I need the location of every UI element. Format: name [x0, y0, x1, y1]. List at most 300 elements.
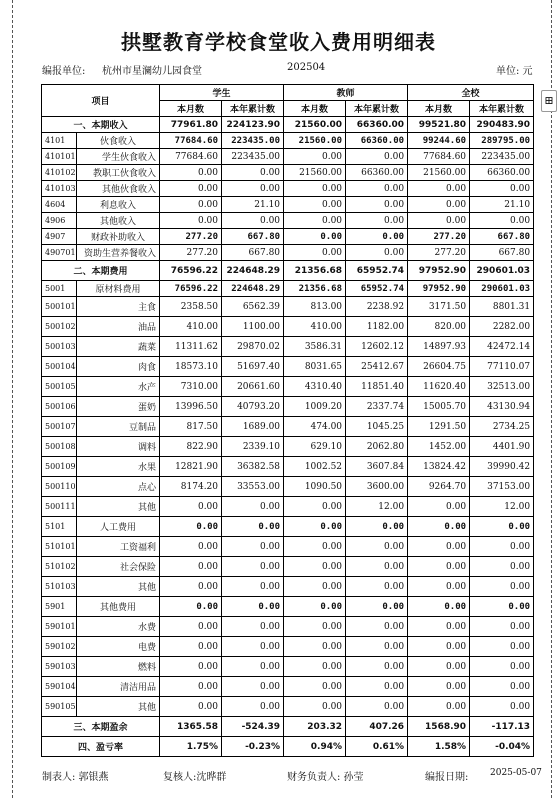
amount-cell: 1689.00 — [222, 417, 284, 437]
amount-cell: 0.00 — [160, 697, 222, 717]
amount-cell: 410.00 — [284, 317, 346, 337]
amount-cell: 0.00 — [160, 637, 222, 657]
account-code: 510101 — [42, 537, 77, 557]
amount-cell: 40793.20 — [222, 397, 284, 417]
amount-cell: 0.61% — [346, 737, 408, 757]
finance-lead: 财务负责人: 孙莹 — [287, 772, 364, 783]
account-name: 人工费用 — [77, 517, 160, 537]
amount-cell: 15005.70 — [408, 397, 470, 417]
amount-cell: 97952.90 — [408, 281, 470, 297]
amount-cell: 0.00 — [408, 597, 470, 617]
account-code: 500110 — [42, 477, 77, 497]
amount-cell: 0.00 — [222, 537, 284, 557]
amount-cell: 0.00 — [160, 181, 222, 197]
account-name: 蛋奶 — [77, 397, 160, 417]
table-row — [42, 737, 534, 757]
amount-cell: 0.00 — [346, 697, 408, 717]
amount-cell: 0.00 — [346, 577, 408, 597]
report-title: 拱墅教育学校食堂收入费用明细表 — [121, 30, 436, 54]
account-name: 蔬菜 — [77, 337, 160, 357]
group-header-students: 学生 — [160, 85, 284, 101]
account-code: 510103 — [42, 577, 77, 597]
amount-cell: 0.00 — [160, 617, 222, 637]
amount-cell: 224648.29 — [222, 261, 284, 281]
amount-cell: 3607.84 — [346, 457, 408, 477]
account-code: 410102 — [42, 165, 77, 181]
amount-cell: 0.00 — [284, 517, 346, 537]
amount-cell: 667.80 — [470, 245, 534, 261]
table-row — [42, 165, 534, 181]
table-row — [42, 517, 534, 537]
account-code: 410101 — [42, 149, 77, 165]
account-name: 其他收入 — [77, 213, 160, 229]
account-name: 电费 — [77, 637, 160, 657]
account-name: 其他 — [77, 577, 160, 597]
amount-cell: 0.00 — [284, 577, 346, 597]
table-row — [42, 261, 534, 281]
account-name: 点心 — [77, 477, 160, 497]
amount-cell: 0.00 — [160, 597, 222, 617]
amount-cell: 20661.60 — [222, 377, 284, 397]
amount-cell: 1291.50 — [408, 417, 470, 437]
group-header-school: 全校 — [408, 85, 534, 101]
amount-cell: 0.00 — [470, 557, 534, 577]
amount-cell: 277.20 — [160, 229, 222, 245]
amount-cell: 0.00 — [470, 697, 534, 717]
table-row — [42, 497, 534, 517]
side-panel-toggle-icon[interactable]: ⊞ — [541, 90, 557, 112]
amount-cell: 66360.00 — [346, 133, 408, 149]
table-row — [42, 717, 534, 737]
amount-cell: 0.00 — [408, 677, 470, 697]
amount-cell: 0.00 — [222, 637, 284, 657]
amount-cell: 0.00 — [284, 697, 346, 717]
amount-cell: 0.00 — [470, 657, 534, 677]
amount-cell: 76596.22 — [160, 281, 222, 297]
subheader-month: 本月数 — [160, 101, 222, 117]
account-code: 500104 — [42, 357, 77, 377]
amount-cell: 0.00 — [346, 517, 408, 537]
amount-cell: 0.00 — [222, 697, 284, 717]
row-label: 四、盈亏率 — [42, 737, 160, 757]
amount-cell: 817.50 — [160, 417, 222, 437]
account-code: 4604 — [42, 197, 77, 213]
amount-cell: 66360.00 — [470, 165, 534, 181]
amount-cell: 0.00 — [470, 181, 534, 197]
preparer: 制表人: 郭银燕 — [42, 772, 109, 783]
account-name: 学生伙食收入 — [77, 149, 160, 165]
amount-cell: 12.00 — [470, 497, 534, 517]
amount-cell: 7310.00 — [160, 377, 222, 397]
reporting-unit-label: 编报单位: — [42, 66, 86, 77]
amount-cell: 0.00 — [408, 197, 470, 213]
amount-cell: 0.00 — [408, 617, 470, 637]
reviewer: 复核人:沈晔群 — [163, 772, 227, 783]
amount-cell: 0.00 — [160, 677, 222, 697]
amount-cell: 1090.50 — [284, 477, 346, 497]
account-name: 豆制品 — [77, 417, 160, 437]
account-code: 5101 — [42, 517, 77, 537]
table-row — [42, 477, 534, 497]
amount-cell: 21.10 — [222, 197, 284, 213]
table-row — [42, 133, 534, 149]
amount-cell: 21356.68 — [284, 281, 346, 297]
account-name: 调料 — [77, 437, 160, 457]
amount-cell: 66360.00 — [346, 117, 408, 133]
amount-cell: 12.00 — [346, 497, 408, 517]
amount-cell: 0.00 — [346, 149, 408, 165]
amount-cell: 77684.60 — [160, 149, 222, 165]
amount-cell: 21356.68 — [284, 261, 346, 281]
amount-cell: 0.00 — [470, 213, 534, 229]
account-code: 590103 — [42, 657, 77, 677]
amount-cell: 0.00 — [222, 597, 284, 617]
amount-cell: 2282.00 — [470, 317, 534, 337]
account-code: 500102 — [42, 317, 77, 337]
subheader-month: 本月数 — [408, 101, 470, 117]
account-code: 500101 — [42, 297, 77, 317]
amount-cell: 0.00 — [408, 517, 470, 537]
report-date-label: 编报日期: — [425, 772, 469, 783]
amount-cell: 42472.14 — [470, 337, 534, 357]
amount-cell: 66360.00 — [346, 165, 408, 181]
account-code: 500111 — [42, 497, 77, 517]
table-row — [42, 537, 534, 557]
amount-cell: 0.00 — [346, 197, 408, 213]
amount-cell: 65952.74 — [346, 261, 408, 281]
amount-cell: 21.10 — [470, 197, 534, 213]
account-name: 水产 — [77, 377, 160, 397]
amount-cell: -524.39 — [222, 717, 284, 737]
amount-cell: 0.00 — [222, 657, 284, 677]
amount-cell: 290483.90 — [470, 117, 534, 133]
amount-cell: 0.00 — [284, 597, 346, 617]
account-name: 其他 — [77, 497, 160, 517]
amount-cell: 0.00 — [284, 149, 346, 165]
amount-cell: 11311.62 — [160, 337, 222, 357]
amount-cell: 0.00 — [408, 213, 470, 229]
account-name: 教职工伙食收入 — [77, 165, 160, 181]
subheader-ytd: 本年累计数 — [470, 101, 534, 117]
account-code: 4906 — [42, 213, 77, 229]
amount-cell: 1002.52 — [284, 457, 346, 477]
account-code: 510102 — [42, 557, 77, 577]
table-body — [42, 117, 534, 757]
amount-cell: 2734.25 — [470, 417, 534, 437]
amount-cell: 822.90 — [160, 437, 222, 457]
amount-cell: 97952.90 — [408, 261, 470, 281]
account-name: 原材料费用 — [77, 281, 160, 297]
amount-cell: 0.00 — [160, 537, 222, 557]
amount-cell: 2337.74 — [346, 397, 408, 417]
account-code: 500105 — [42, 377, 77, 397]
amount-cell: 12602.12 — [346, 337, 408, 357]
reporting-unit-name: 杭州市星澜幼儿园食堂 — [102, 66, 202, 77]
account-name: 水果 — [77, 457, 160, 477]
account-name: 肉食 — [77, 357, 160, 377]
account-name: 伙食收入 — [77, 133, 160, 149]
amount-cell: 4401.90 — [470, 437, 534, 457]
amount-cell: 1182.00 — [346, 317, 408, 337]
amount-cell: 51697.40 — [222, 357, 284, 377]
account-code: 5901 — [42, 597, 77, 617]
row-label: 三、本期盈余 — [42, 717, 160, 737]
amount-cell: 629.10 — [284, 437, 346, 457]
table-row — [42, 617, 534, 637]
amount-cell: 224123.90 — [222, 117, 284, 133]
amount-cell: 12821.90 — [160, 457, 222, 477]
amount-cell: 667.80 — [470, 229, 534, 245]
amount-cell: 0.00 — [284, 213, 346, 229]
amount-cell: 1100.00 — [222, 317, 284, 337]
amount-cell: 0.00 — [408, 697, 470, 717]
amount-cell: 29870.02 — [222, 337, 284, 357]
amount-cell: 11620.40 — [408, 377, 470, 397]
amount-cell: 43130.94 — [470, 397, 534, 417]
amount-cell: 667.80 — [222, 229, 284, 245]
amount-cell: 0.00 — [160, 213, 222, 229]
amount-cell: 0.00 — [160, 165, 222, 181]
amount-cell: 0.00 — [408, 657, 470, 677]
table-row — [42, 229, 534, 245]
amount-cell: 1.58% — [408, 737, 470, 757]
amount-cell: 0.00 — [346, 213, 408, 229]
account-code: 5001 — [42, 281, 77, 297]
amount-cell: 0.00 — [222, 677, 284, 697]
amount-cell: 36382.58 — [222, 457, 284, 477]
row-label: 一、本期收入 — [42, 117, 160, 133]
account-code: 590104 — [42, 677, 77, 697]
subheader-ytd: 本年累计数 — [346, 101, 408, 117]
amount-cell: 11851.40 — [346, 377, 408, 397]
amount-cell: 21560.00 — [284, 165, 346, 181]
table-row — [42, 377, 534, 397]
amount-cell: 0.00 — [470, 677, 534, 697]
amount-cell: 21560.00 — [284, 117, 346, 133]
subheader-ytd: 本年累计数 — [222, 101, 284, 117]
amount-cell: 289795.00 — [470, 133, 534, 149]
account-code: 4907 — [42, 229, 77, 245]
amount-cell: 223435.00 — [222, 149, 284, 165]
amount-cell: 277.20 — [160, 245, 222, 261]
item-header: 项目 — [42, 85, 160, 117]
amount-cell: 3586.31 — [284, 337, 346, 357]
amount-cell: 0.00 — [408, 557, 470, 577]
amount-cell: 2339.10 — [222, 437, 284, 457]
amount-cell: 0.00 — [284, 537, 346, 557]
amount-cell: 1452.00 — [408, 437, 470, 457]
table-row — [42, 457, 534, 477]
account-name: 工资福利 — [77, 537, 160, 557]
account-code: 500108 — [42, 437, 77, 457]
amount-cell: 820.00 — [408, 317, 470, 337]
table-row — [42, 149, 534, 165]
amount-cell: 0.00 — [408, 497, 470, 517]
amount-cell: -117.13 — [470, 717, 534, 737]
account-code: 500106 — [42, 397, 77, 417]
amount-cell: 0.00 — [470, 537, 534, 557]
table-row — [42, 281, 534, 297]
amount-cell: 277.20 — [408, 229, 470, 245]
amount-cell: 0.00 — [470, 577, 534, 597]
amount-cell: 1009.20 — [284, 397, 346, 417]
amount-cell: 21560.00 — [408, 165, 470, 181]
amount-cell: 277.20 — [408, 245, 470, 261]
amount-cell: 0.00 — [284, 657, 346, 677]
amount-cell: 1365.58 — [160, 717, 222, 737]
amount-cell: 0.00 — [346, 657, 408, 677]
amount-cell: 14897.93 — [408, 337, 470, 357]
amount-cell: 1.75% — [160, 737, 222, 757]
amount-cell: 33553.00 — [222, 477, 284, 497]
amount-cell: 0.00 — [222, 165, 284, 181]
amount-cell: 0.00 — [470, 597, 534, 617]
amount-cell: 1045.25 — [346, 417, 408, 437]
amount-cell: 0.00 — [222, 213, 284, 229]
amount-cell: 0.00 — [222, 181, 284, 197]
amount-cell: 0.00 — [408, 577, 470, 597]
account-name: 其他 — [77, 697, 160, 717]
amount-cell: 0.00 — [346, 597, 408, 617]
amount-cell: 0.00 — [346, 181, 408, 197]
amount-cell: 667.80 — [222, 245, 284, 261]
amount-cell: 77961.80 — [160, 117, 222, 133]
amount-cell: 77110.07 — [470, 357, 534, 377]
income-expense-table — [41, 84, 534, 757]
amount-cell: 0.00 — [346, 229, 408, 245]
amount-cell: 0.00 — [160, 557, 222, 577]
amount-cell: 0.00 — [222, 497, 284, 517]
amount-cell: 25412.67 — [346, 357, 408, 377]
table-row — [42, 213, 534, 229]
amount-cell: 0.00 — [408, 637, 470, 657]
account-name: 资助生营养餐收入 — [77, 245, 160, 261]
amount-cell: 9264.70 — [408, 477, 470, 497]
account-code: 500107 — [42, 417, 77, 437]
account-code: 4101 — [42, 133, 77, 149]
table-row — [42, 437, 534, 457]
amount-cell: 223435.00 — [470, 149, 534, 165]
amount-cell: 0.00 — [160, 517, 222, 537]
amount-cell: 407.26 — [346, 717, 408, 737]
table-row — [42, 337, 534, 357]
amount-cell: 21560.00 — [284, 133, 346, 149]
account-code: 590105 — [42, 697, 77, 717]
amount-cell: 0.00 — [284, 557, 346, 577]
amount-cell: 813.00 — [284, 297, 346, 317]
amount-cell: 76596.22 — [160, 261, 222, 281]
amount-cell: 0.00 — [222, 557, 284, 577]
account-code: 590101 — [42, 617, 77, 637]
table-row — [42, 657, 534, 677]
group-header-teachers: 教师 — [284, 85, 408, 101]
amount-cell: 474.00 — [284, 417, 346, 437]
amount-cell: 0.00 — [470, 637, 534, 657]
account-code: 500109 — [42, 457, 77, 477]
amount-cell: 290601.03 — [470, 281, 534, 297]
table-row — [42, 397, 534, 417]
amount-cell: 0.00 — [346, 617, 408, 637]
amount-cell: 99521.80 — [408, 117, 470, 133]
amount-cell: 224648.29 — [222, 281, 284, 297]
amount-cell: 2358.50 — [160, 297, 222, 317]
account-name: 利息收入 — [77, 197, 160, 213]
table-row — [42, 357, 534, 377]
table-row — [42, 117, 534, 133]
amount-cell: 0.00 — [470, 517, 534, 537]
amount-cell: 32513.00 — [470, 377, 534, 397]
account-code: 410103 — [42, 181, 77, 197]
account-name: 清洁用品 — [77, 677, 160, 697]
amount-cell: 0.00 — [160, 197, 222, 213]
table-row — [42, 181, 534, 197]
amount-cell: 77684.60 — [408, 149, 470, 165]
amount-cell: 0.00 — [160, 577, 222, 597]
amount-cell: 0.00 — [284, 197, 346, 213]
amount-cell: 0.00 — [284, 637, 346, 657]
amount-cell: 26604.75 — [408, 357, 470, 377]
table-row — [42, 317, 534, 337]
account-code: 590102 — [42, 637, 77, 657]
right-binding-line — [551, 0, 552, 798]
amount-cell: 13996.50 — [160, 397, 222, 417]
amount-cell: -0.23% — [222, 737, 284, 757]
account-name: 其他伙食收入 — [77, 181, 160, 197]
table-row — [42, 577, 534, 597]
amount-cell: 0.00 — [346, 245, 408, 261]
amount-cell: 65952.74 — [346, 281, 408, 297]
amount-cell: 0.00 — [284, 497, 346, 517]
amount-cell: 0.00 — [284, 229, 346, 245]
account-code: 490701 — [42, 245, 77, 261]
report-period: 202504 — [287, 62, 326, 73]
amount-cell: 0.00 — [284, 677, 346, 697]
account-code: 500103 — [42, 337, 77, 357]
table-row — [42, 677, 534, 697]
amount-cell: 18573.10 — [160, 357, 222, 377]
amount-cell: 0.00 — [222, 517, 284, 537]
amount-cell: 290601.03 — [470, 261, 534, 281]
amount-cell: 2062.80 — [346, 437, 408, 457]
amount-cell: 0.94% — [284, 737, 346, 757]
amount-cell: 2238.92 — [346, 297, 408, 317]
amount-cell: 37153.00 — [470, 477, 534, 497]
subheader-month: 本月数 — [284, 101, 346, 117]
amount-cell: 0.00 — [346, 537, 408, 557]
table-row — [42, 245, 534, 261]
account-name: 主食 — [77, 297, 160, 317]
amount-cell: 8174.20 — [160, 477, 222, 497]
account-name: 水费 — [77, 617, 160, 637]
amount-cell: 3171.50 — [408, 297, 470, 317]
report-date-value: 2025-05-07 — [490, 768, 542, 778]
table-row — [42, 197, 534, 213]
account-name: 其他费用 — [77, 597, 160, 617]
account-name: 燃料 — [77, 657, 160, 677]
amount-cell: 0.00 — [284, 181, 346, 197]
table-row — [42, 297, 534, 317]
account-name: 油品 — [77, 317, 160, 337]
table-row — [42, 417, 534, 437]
amount-cell: 0.00 — [408, 537, 470, 557]
amount-cell: 8801.31 — [470, 297, 534, 317]
table-row — [42, 697, 534, 717]
amount-cell: 77684.60 — [160, 133, 222, 149]
amount-cell: 0.00 — [346, 557, 408, 577]
amount-cell: 410.00 — [160, 317, 222, 337]
account-name: 社会保险 — [77, 557, 160, 577]
row-label: 二、本期费用 — [42, 261, 160, 281]
